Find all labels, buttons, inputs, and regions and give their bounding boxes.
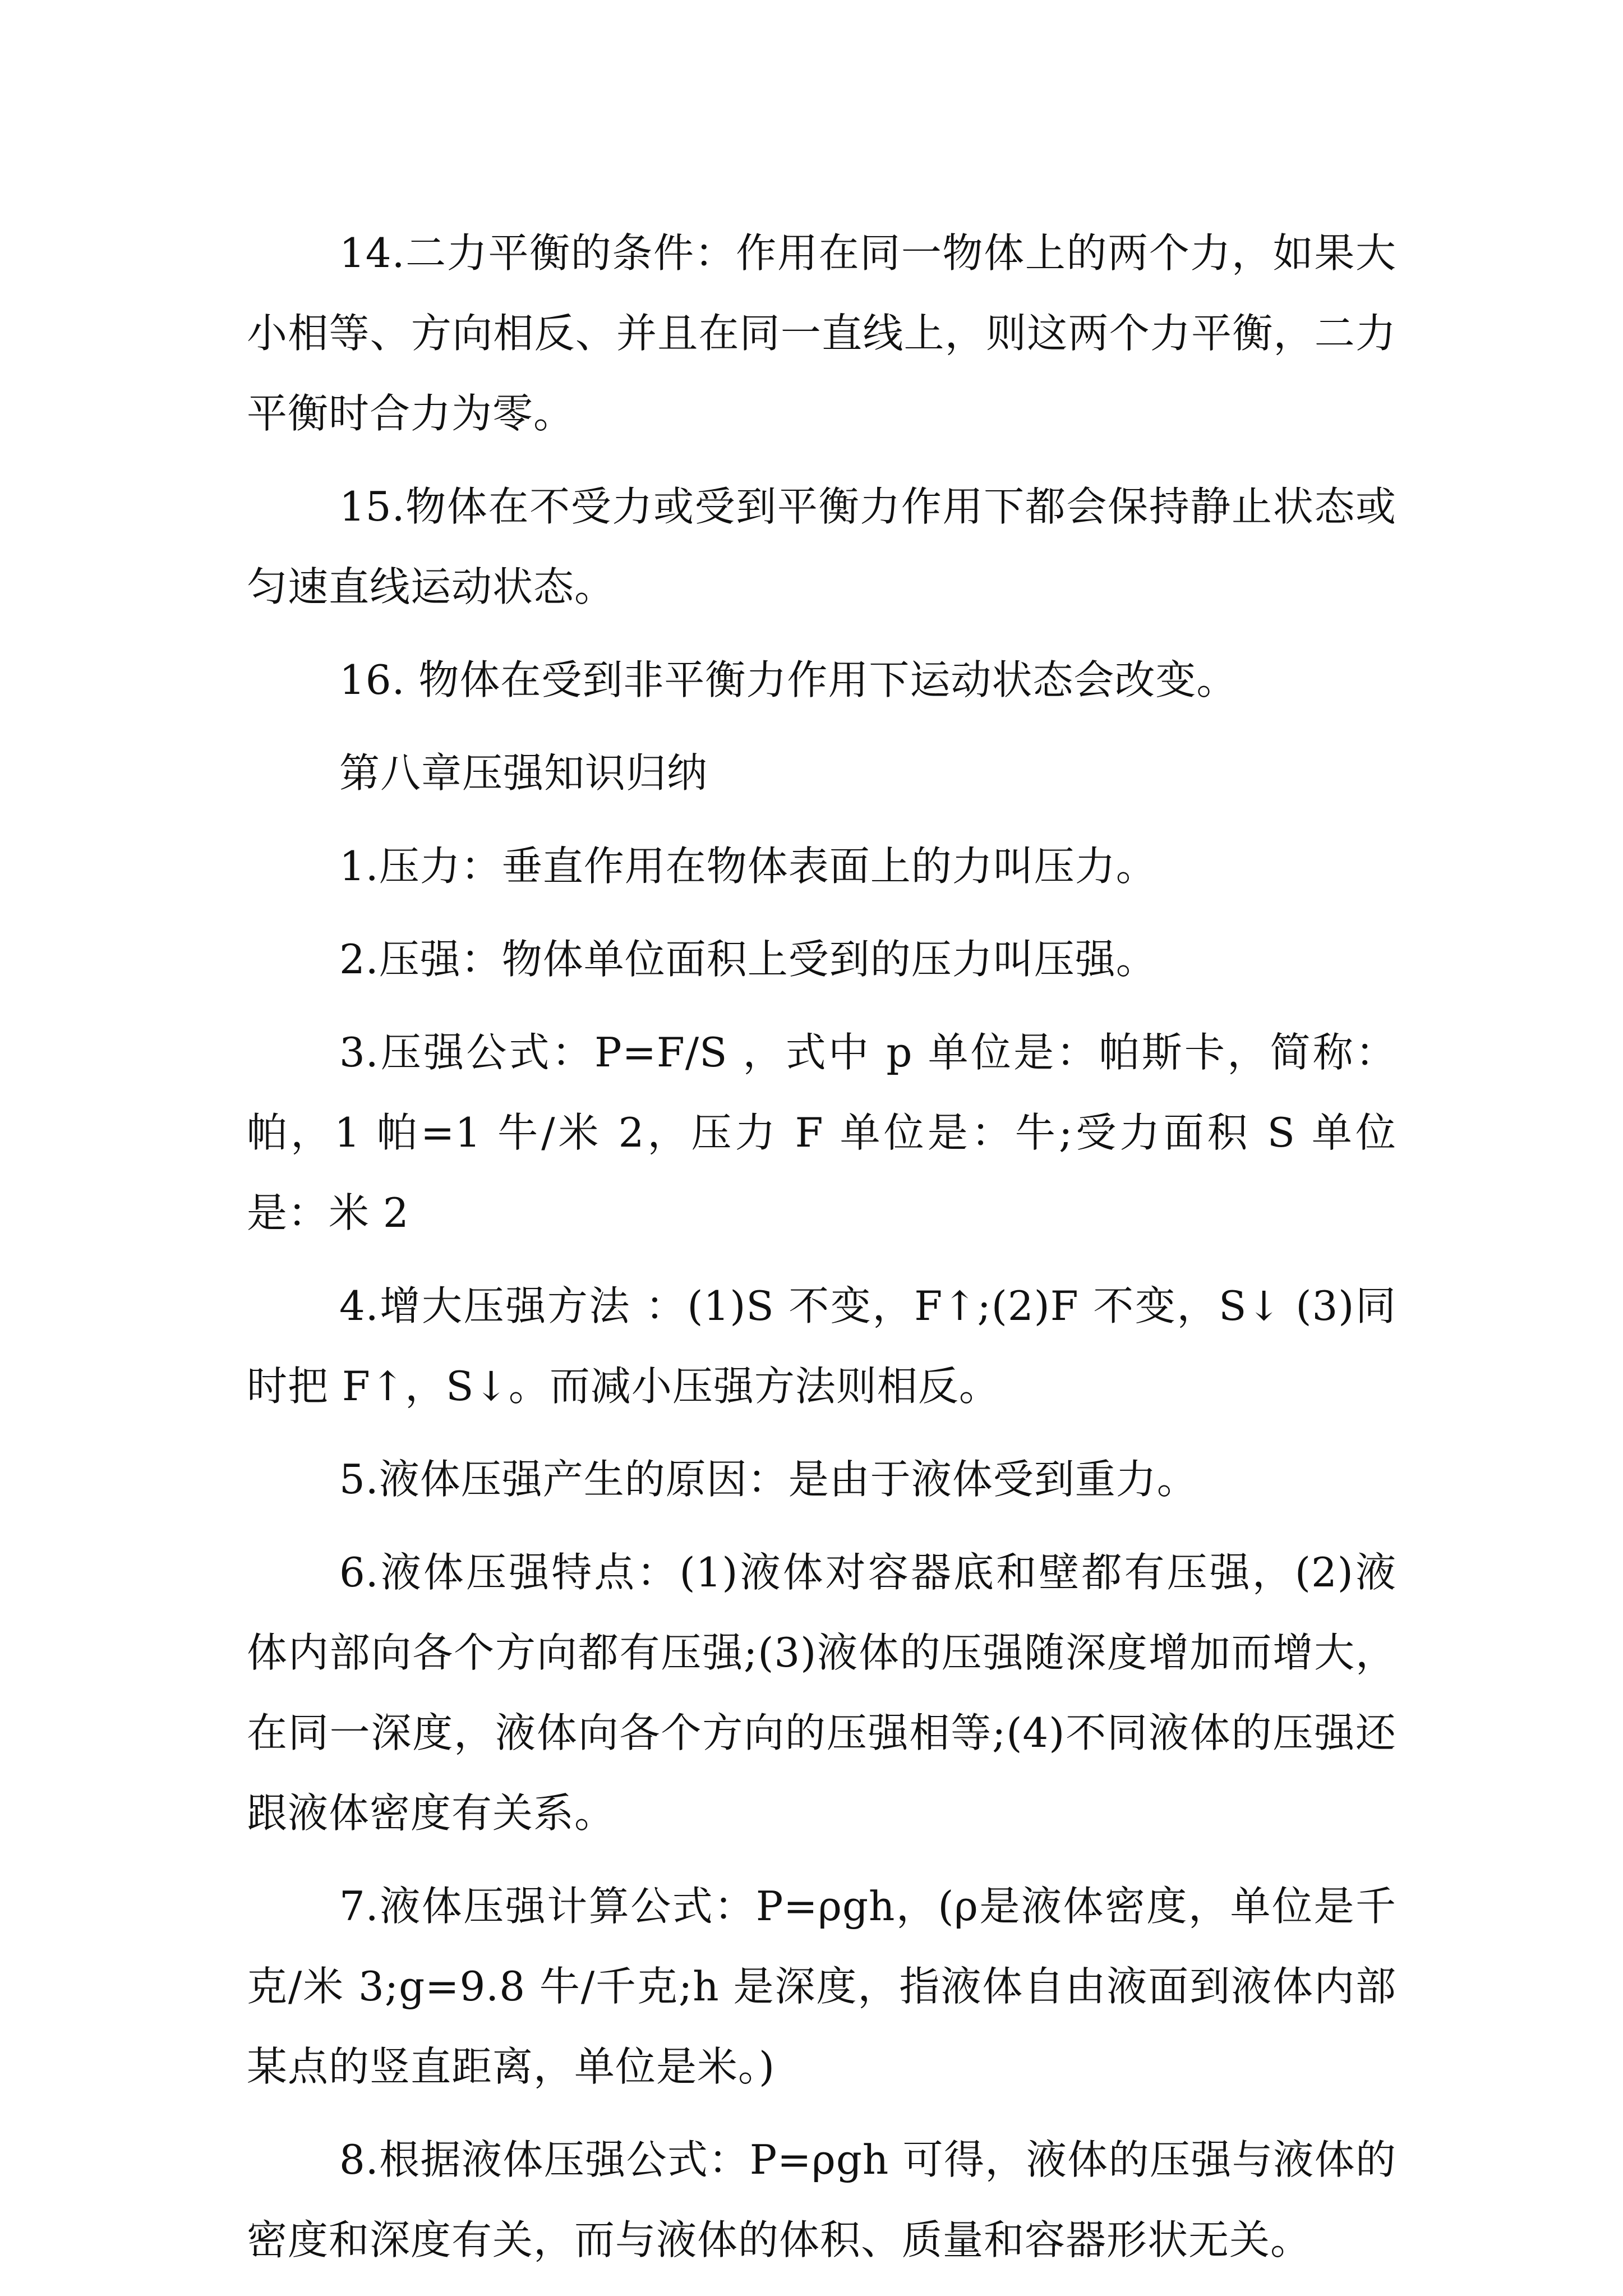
paragraph-item-1: 1.压力：垂直作用在物体表面上的力叫压力。 (339, 843, 1157, 890)
paragraph-item-15: 15.物体在不受力或受到平衡力作用下都会保持静止状态或匀速直线运动状态。 (247, 483, 1396, 610)
chapter-heading: 第八章压强知识归纳 (339, 749, 708, 797)
paragraph-item-8: 8.根据液体压强公式：P=ρgh 可得，液体的压强与液体的密度和深度有关，而与液体的体积、质量和容器形状无关。 (247, 2136, 1396, 2263)
paragraph-item-6: 6.液体压强特点：(1)液体对容器底和壁都有压强，(2)液体内部向各个方向都有压强;(3)液体的压强随深度增加而增大，在同一深度，液体向各个方向的压强相等;(4)不同液体的压强还跟液体密度有关系。 (247, 1549, 1396, 1837)
paragraph-item-16: 16. 物体在受到非平衡力作用下运动状态会改变。 (339, 656, 1238, 703)
paragraph-item-4: 4.增大压强方法 ：(1)S 不变，F↑;(2)F 不变，S↓ (3)同时把 F↑，S↓。而减小压强方法则相反。 (247, 1282, 1396, 1410)
paragraph-item-7: 7.液体压强计算公式：P=ρgh，(ρ是液体密度，单位是千克/米 3;g=9.8 牛/千克;h 是深度，指液体自由液面到液体内部某点的竖直距离，单位是米。) (247, 1883, 1396, 2090)
document-page (247, 213, 1396, 2293)
paragraph-item-2: 2.压强：物体单位面积上受到的压力叫压强。 (339, 936, 1157, 983)
paragraph-item-3: 3.压强公式：P=F/S ，式中 p 单位是：帕斯卡，简称：帕，1 帕=1 牛/米 2，压力 F 单位是：牛;受力面积 S 单位是：米 2 (247, 1029, 1396, 1236)
paragraph-item-14: 14.二力平衡的条件：作用在同一物体上的两个力，如果大小相等、方向相反、并且在同一直线上，则这两个力平衡，二力平衡时合力为零。 (247, 229, 1396, 437)
paragraph-item-5: 5.液体压强产生的原因：是由于液体受到重力。 (339, 1456, 1198, 1503)
